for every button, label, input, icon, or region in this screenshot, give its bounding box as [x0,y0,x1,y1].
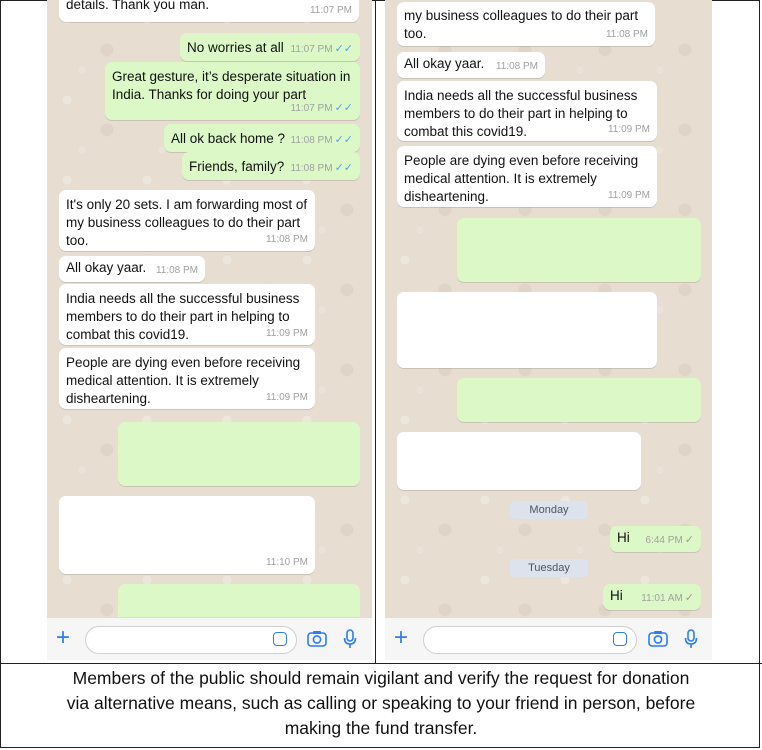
horizontal-divider [0,663,762,664]
message-line: combat this covid19. [404,124,528,139]
message-input[interactable] [423,626,637,654]
message-incoming[interactable] [397,2,655,46]
read-ticks-icon: ✓✓ [334,102,353,114]
message-line: too. [404,26,427,41]
read-ticks-icon: ✓✓ [334,162,353,174]
message-time: 11:09 PM [607,190,650,201]
caption-line: Members of the public should remain vigilant and verify the request for donation [72,668,690,688]
message-time: 6:44 PM [645,535,683,546]
message-incoming[interactable] [59,190,315,251]
message-text: details. Thank you man. [66,0,210,12]
message-time: 11:08 PM [290,135,333,146]
message-time: 11:08 PM [290,163,333,174]
chat-area [385,0,712,618]
message-text: All okay yaar. [404,56,485,71]
message-time: 11:07 PM [290,103,333,114]
sticker-icon[interactable] [273,632,287,646]
message-outgoing[interactable] [603,584,701,610]
message-line: India needs all the successful business [404,88,638,103]
message-outgoing[interactable] [180,33,360,61]
message-time: 11:08 PM [495,61,538,72]
sticker-icon[interactable] [613,632,627,646]
message-line: too. [66,233,89,248]
message-text: All okay yaar. [66,260,147,275]
message-line: medical attention. It is extremely [66,373,259,388]
vertical-divider [375,0,376,663]
message-line: disheartening. [66,391,151,406]
message-text: All ok back home ? [171,131,286,146]
read-ticks-icon: ✓✓ [334,134,353,146]
message-line: my business colleagues to do their part [66,215,301,230]
caption-line: making the fund transfer. [284,718,478,738]
redacted-message-outgoing[interactable] [118,584,360,618]
message-incoming[interactable] [59,256,205,282]
redacted-message-outgoing[interactable] [457,218,701,282]
message-outgoing[interactable] [182,152,360,180]
message-time: 11:08 PM [155,265,198,276]
date-separator: Tuesday [510,559,588,577]
figure-caption [10,666,752,741]
message-incoming[interactable] [59,348,315,409]
camera-icon[interactable] [307,630,327,647]
chat-area [47,0,372,618]
redacted-message-incoming[interactable] [397,432,641,490]
redacted-message-incoming[interactable] [397,292,657,368]
date-separator: Monday [510,501,588,519]
message-incoming[interactable] [397,81,657,141]
plus-icon[interactable]: + [56,624,71,651]
delivered-tick-icon: ✓ [684,534,694,546]
message-time: 11:07 PM [309,5,352,16]
right-phone-screenshot [385,0,712,660]
message-line: combat this covid19. [66,327,190,342]
message-time: 11:10 PM [265,557,308,568]
message-text: No worries at all [187,40,284,55]
message-incoming[interactable] [397,52,545,78]
redacted-message-incoming[interactable] [59,496,315,574]
message-time: 11:09 PM [265,328,308,339]
message-line: India needs all the successful business [66,291,300,306]
redacted-message-outgoing[interactable] [118,422,360,486]
message-line: People are dying even before receiving [404,153,639,168]
message-line: members to do their part in helping to [66,309,290,324]
message-line: People are dying even before receiving [66,355,301,370]
message-line: India. Thanks for doing your part [112,87,307,102]
plus-icon[interactable]: + [394,624,409,651]
message-line: medical attention. It is extremely [404,171,597,186]
message-line: It's only 20 sets. I am forwarding most of [66,197,308,212]
message-line: disheartening. [404,189,489,204]
delivered-tick-icon: ✓ [684,592,694,604]
message-time: 11:08 PM [605,29,648,40]
message-time: 11:07 PM [290,44,333,55]
message-outgoing[interactable] [164,124,360,152]
message-time: 11:01 AM [641,593,683,604]
message-line: Great gesture, it’s desperate situation in [112,69,351,84]
message-incoming[interactable] [59,0,359,22]
message-text: Hi [617,530,630,545]
message-input[interactable] [85,626,297,654]
read-ticks-icon: ✓✓ [334,43,353,55]
message-incoming[interactable] [397,146,657,207]
camera-icon[interactable] [648,630,668,647]
microphone-icon[interactable] [684,629,698,649]
message-incoming[interactable] [59,284,315,345]
microphone-icon[interactable] [343,629,357,649]
message-outgoing[interactable] [610,526,701,552]
message-time: 11:08 PM [265,234,308,245]
message-outgoing[interactable] [105,62,360,120]
message-input-bar [385,617,712,660]
message-line: my business colleagues to do their part [404,8,639,23]
message-time: 11:09 PM [265,392,308,403]
message-text: Friends, family? [189,159,285,174]
message-line: members to do their part in helping to [404,106,628,121]
message-text: Hi [610,588,623,603]
left-phone-screenshot [47,0,372,660]
caption-line: via alternative means, such as calling or speaking to your friend in person, before [66,693,696,713]
message-input-bar [47,617,372,660]
message-time: 11:09 PM [607,124,650,135]
redacted-message-outgoing[interactable] [457,378,701,422]
